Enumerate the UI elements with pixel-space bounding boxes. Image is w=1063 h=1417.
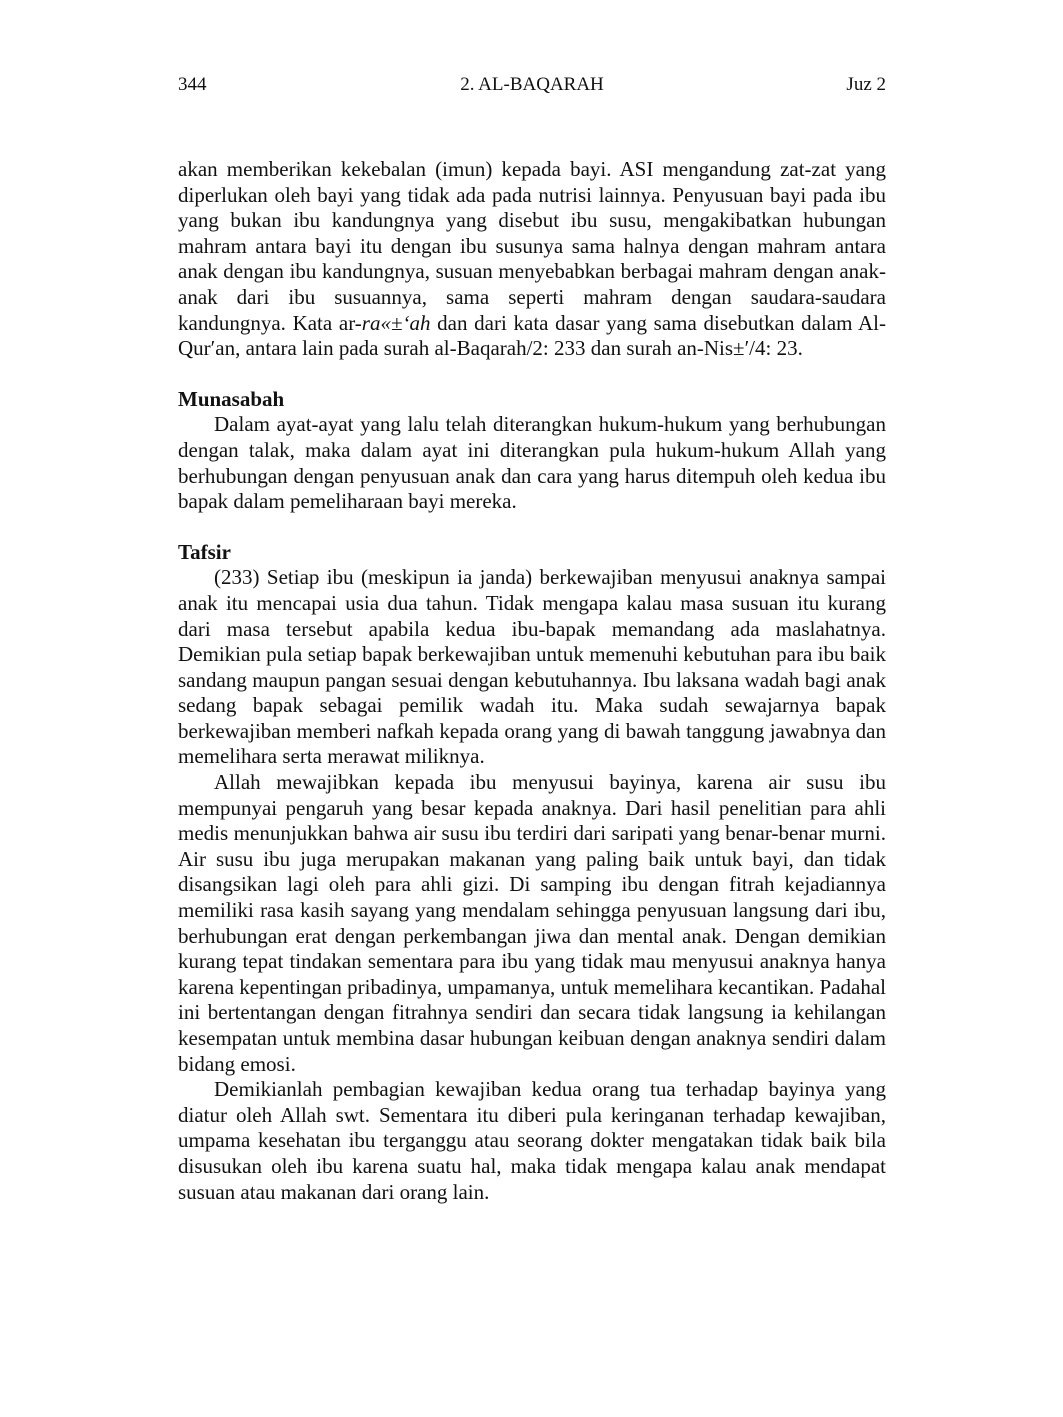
page-header (178, 72, 886, 98)
tafsir-paragraph-2: Allah mewajibkan kepada ibu menyusui bayinya, karena air susu ibu mempunyai pengaruh yang besar kepada anaknya. Dari hasil penelitian para ahli medis menunjukkan bahwa air susu ibu terdiri dari saripati yang benar-benar murni. Air susu ibu juga merupakan makanan yang paling baik untuk bayi, dan tidak disangsikan lagi oleh para ahli gizi. Di samping ibu dengan fitrah kejadiannya memiliki rasa kasih sayang yang mendalam sehingga penyusuan langsung dari ibu, berhubungan erat dengan perkembangan jiwa dan mental anak. Dengan demikian kurang tepat tindakan sementara para ibu yang tidak mau menyusui anaknya hanya karena kepentingan pribadinya, umpamanya, untuk memelihara kecantikan. Padahal ini bertentangan dengan fitrahnya sendiri dan secara tidak langsung ia kehilangan kesempatan untuk membina dasar hubungan keibuan dengan anaknya sendiri dalam bidang emosi. (178, 770, 886, 1076)
arabic-term: ra«±‘ah (361, 310, 431, 335)
munasabah-paragraph: Dalam ayat-ayat yang lalu telah diterangkan hukum-hukum yang berhubungan dengan talak, maka dalam ayat ini diterangkan pula hukum-hukum Allah yang berhubungan dengan penyusuan anak dan cara yang harus ditempuh oleh kedua ibu bapak dalam pemeliharaan bayi mereka. (178, 412, 886, 514)
tafsir-heading: Tafsir (178, 539, 231, 564)
page-number: 344 (178, 74, 207, 95)
surah-title: 2. AL-BAQARAH (460, 74, 604, 95)
intro-text-before: akan memberikan kekebalan (imun) kepada bayi. ASI mengandung zat-zat yang diperlukan oleh bayi yang tidak ada pada nutrisi lainnya. Penyusuan bayi pada ibu yang bukan ibu kandungnya yang disebut ibu susu, mengakibatkan hubungan mahram antara bayi itu dengan ibu susunya sama halnya dengan mahram antara anak dengan ibu kandungnya, susuan menyebabkan berbagai mahram dengan anak-anak dari ibu susuannya, sama seperti mahram dengan saudara-saudara kandungnya. Kata ar- (178, 157, 886, 335)
intro-paragraph (178, 157, 886, 362)
page-body (178, 157, 886, 1205)
tafsir-paragraph-3: Demikianlah pembagian kewajiban kedua orang tua terhadap bayinya yang diatur oleh Allah swt. Sementara itu diberi pula keringanan terhadap kewajiban, umpama kesehatan ibu terganggu atau seorang dokter mengatakan tidak baik bila disusukan oleh ibu karena suatu hal, maka tidak mengapa kalau anak mendapat susuan atau makanan dari orang lain. (178, 1077, 886, 1204)
intro-text-after: dan dari kata dasar yang sama disebutkan dalam Al-Qur′an, antara lain pada surah al-Baqarah/2: 233 dan surah an-Nis±′/4: 23. (178, 310, 886, 361)
tafsir-paragraph-1: (233) Setiap ibu (meskipun ia janda) berkewajiban menyusui anaknya sampai anak itu mencapai usia dua tahun. Tidak mengapa kalau masa susuan itu kurang dari masa tersebut apabila kedua ibu-bapak memandang ada maslahatnya. Demikian pula setiap bapak berkewajiban untuk memenuhi kebutuhan para ibu baik sandang maupun pangan sesuai dengan kebutuhannya. Ibu laksana wadah bagi anak sedang bapak sebagai pemilik wadah itu. Maka sudah sewajarnya bapak berkewajiban memberi nafkah kepada orang yang di bawah tanggung jawabnya dan memelihara serta merawat miliknya. (178, 565, 886, 769)
juz-label: Juz 2 (846, 74, 886, 95)
munasabah-heading: Munasabah (178, 386, 285, 411)
